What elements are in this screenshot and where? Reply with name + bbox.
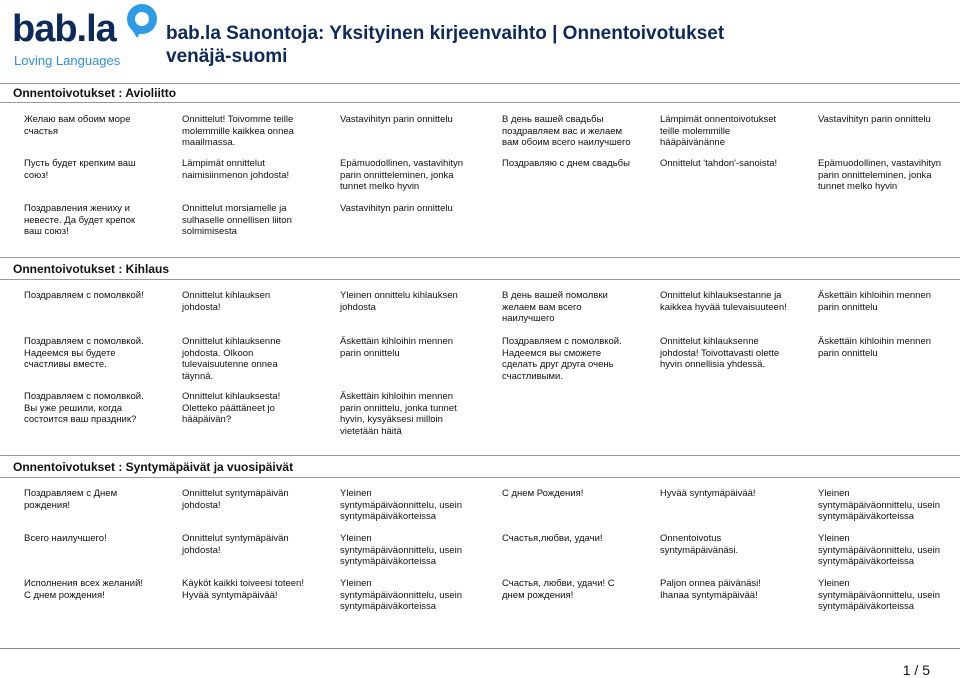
phrase-russian: Поздравления жениху и невесте. Да будет крепок ваш союз! <box>24 203 136 237</box>
phrase-finnish: Onnittelut syntymäpäivän johdosta! <box>182 488 289 511</box>
phrase-russian: Поздравляем с помолвкой. Вы уже решили, когда состоится ваш праздник? <box>24 391 144 425</box>
phrase-russian: В день вашей помолвки желаем вам всего наилучшего <box>502 290 608 324</box>
logo-wordmark: bab.la <box>12 8 116 50</box>
phrase-russian: Поздравляю с днем свадьбы <box>502 158 630 169</box>
phrase-russian: Поздравляем с помолвкой. Надеемся вы будете счастливы вместе. <box>24 336 144 370</box>
phrase-usage: Yleinen syntymäpäiväonnittelu, usein syntymäpäiväkorteissa <box>340 488 462 522</box>
phrase-finnish: Onnittelut kihlauksesta! Oletteko päättäneet jo hääpäivän? <box>182 391 281 425</box>
phrase-usage: Yleinen onnittelu kihlauksen johdosta <box>340 290 458 313</box>
phrase-finnish: Onnittelut kihlauksenne johdosta. Olkoon tulevaisuutenne onnea täynnä. <box>182 336 281 382</box>
section-divider <box>0 83 960 84</box>
section-divider <box>0 455 960 456</box>
phrase-russian: Счастья,любви, удачи! <box>502 533 603 544</box>
phrase-usage: Yleinen syntymäpäiväonnittelu, usein syntymäpäiväkorteissa <box>340 578 462 612</box>
phrase-finnish: Käyköt kaikki toiveesi toteen! Hyvää syntymäpäivää! <box>182 578 304 601</box>
phrase-russian: Исполнения всех желаний! С днем рождения! <box>24 578 144 601</box>
phrase-russian: Счастья, любви, удачи! С днем рождения! <box>502 578 615 601</box>
section-divider <box>0 279 960 280</box>
page-title-line2: venäjä-suomi <box>166 46 288 67</box>
section-heading-kihlaus: Onnentoivotukset : Kihlaus <box>13 262 170 276</box>
phrase-usage: Vastavihityn parin onnittelu <box>340 114 453 125</box>
section-heading-syntymapaivat: Onnentoivotukset : Syntymäpäivät ja vuosipäivät <box>13 460 294 474</box>
phrase-usage: Yleinen syntymäpäiväonnittelu, usein syntymäpäiväkorteissa <box>340 533 462 567</box>
footer-divider <box>0 648 960 649</box>
page-number: 1 / 5 <box>902 662 930 678</box>
phrase-usage: Vastavihityn parin onnittelu <box>818 114 931 125</box>
phrase-usage: Äskettäin kihloihin mennen parin onnittelu <box>340 336 454 359</box>
phrase-russian: С днем Рождения! <box>502 488 584 499</box>
phrase-finnish: Lämpimät onnentoivotukset teille molemmille hääpäivänänne <box>660 114 777 148</box>
babla-logo[interactable] <box>12 2 152 68</box>
phrase-finnish: Onnittelut kihlauksestanne ja kaikkea hyvää tulevaisuuteen! <box>660 290 787 313</box>
phrase-usage: Äskettäin kihloihin mennen parin onnittelu <box>818 336 932 359</box>
phrase-russian: В день вашей свадьбы поздравляем вас и желаем вам обоим всего наилучшего <box>502 114 631 148</box>
phrase-finnish: Onnittelut kihlauksenne johdosta! Toivottavasti olette hyvin onnellisia yhdessä. <box>660 336 780 370</box>
phrase-usage: Yleinen syntymäpäiväonnittelu, usein syntymäpäiväkorteissa <box>818 488 940 522</box>
phrase-russian: Пусть будет крепким ваш союз! <box>24 158 136 181</box>
phrase-finnish: Onnittelut 'tahdon'-sanoista! <box>660 158 778 169</box>
phrase-finnish: Lämpimät onnittelut naimisiinmenon johdosta! <box>182 158 290 181</box>
section-divider <box>0 102 960 103</box>
phrase-russian: Желаю вам обоим море счастья <box>24 114 131 137</box>
phrase-usage: Vastavihityn parin onnittelu <box>340 203 453 214</box>
phrase-russian: Всего наилучшего! <box>24 533 107 544</box>
phrase-finnish: Onnittelut syntymäpäivän johdosta! <box>182 533 289 556</box>
phrase-usage: Epämuodollinen, vastavihityn parin onnitteleminen, jonka tunnet melko hyvin <box>818 158 942 192</box>
page-title <box>166 22 724 68</box>
phrase-finnish: Onnittelut kihlauksen johdosta! <box>182 290 271 313</box>
section-divider <box>0 257 960 258</box>
phrase-usage: Yleinen syntymäpäiväonnittelu, usein syntymäpäiväkorteissa <box>818 533 940 567</box>
phrase-finnish: Hyvää syntymäpäivää! <box>660 488 756 499</box>
phrase-russian: Поздравляем с помолвкой. Надеемся вы сможете сделать друг друга очень счастливыми. <box>502 336 622 382</box>
phrase-finnish: Paljon onnea päivänäsi! Ihanaa syntymäpäivää! <box>660 578 761 601</box>
section-divider <box>0 477 960 478</box>
phrase-finnish: Onnentoivotus syntymäpäivänäsi. <box>660 533 739 556</box>
speech-bubble-icon <box>127 4 157 34</box>
logo-tagline: Loving Languages <box>14 53 121 68</box>
phrase-usage: Epämuodollinen, vastavihityn parin onnitteleminen, jonka tunnet melko hyvin <box>340 158 464 192</box>
phrase-usage: Äskettäin kihloihin mennen parin onnittelu, jonka tunnet hyvin, kysyäksesi milloin vietetään häitä <box>340 391 457 437</box>
phrase-russian: Поздравляем с помолвкой! <box>24 290 144 301</box>
phrase-usage: Yleinen syntymäpäiväonnittelu, usein syntymäpäiväkorteissa <box>818 578 940 612</box>
phrase-usage: Äskettäin kihloihin mennen parin onnittelu <box>818 290 932 313</box>
phrase-finnish: Onnittelut! Toivomme teille molemmille kaikkea onnea maailmassa. <box>182 114 294 148</box>
phrase-russian: Поздравляем с Днем рождения! <box>24 488 118 511</box>
page-title-line1: bab.la Sanontoja: Yksityinen kirjeenvaihto | Onnentoivotukset <box>166 23 725 44</box>
section-heading-avioliitto: Onnentoivotukset : Avioliitto <box>13 86 177 100</box>
phrase-finnish: Onnittelut morsiamelle ja sulhaselle onnellisen liiton solmimisesta <box>182 203 292 237</box>
